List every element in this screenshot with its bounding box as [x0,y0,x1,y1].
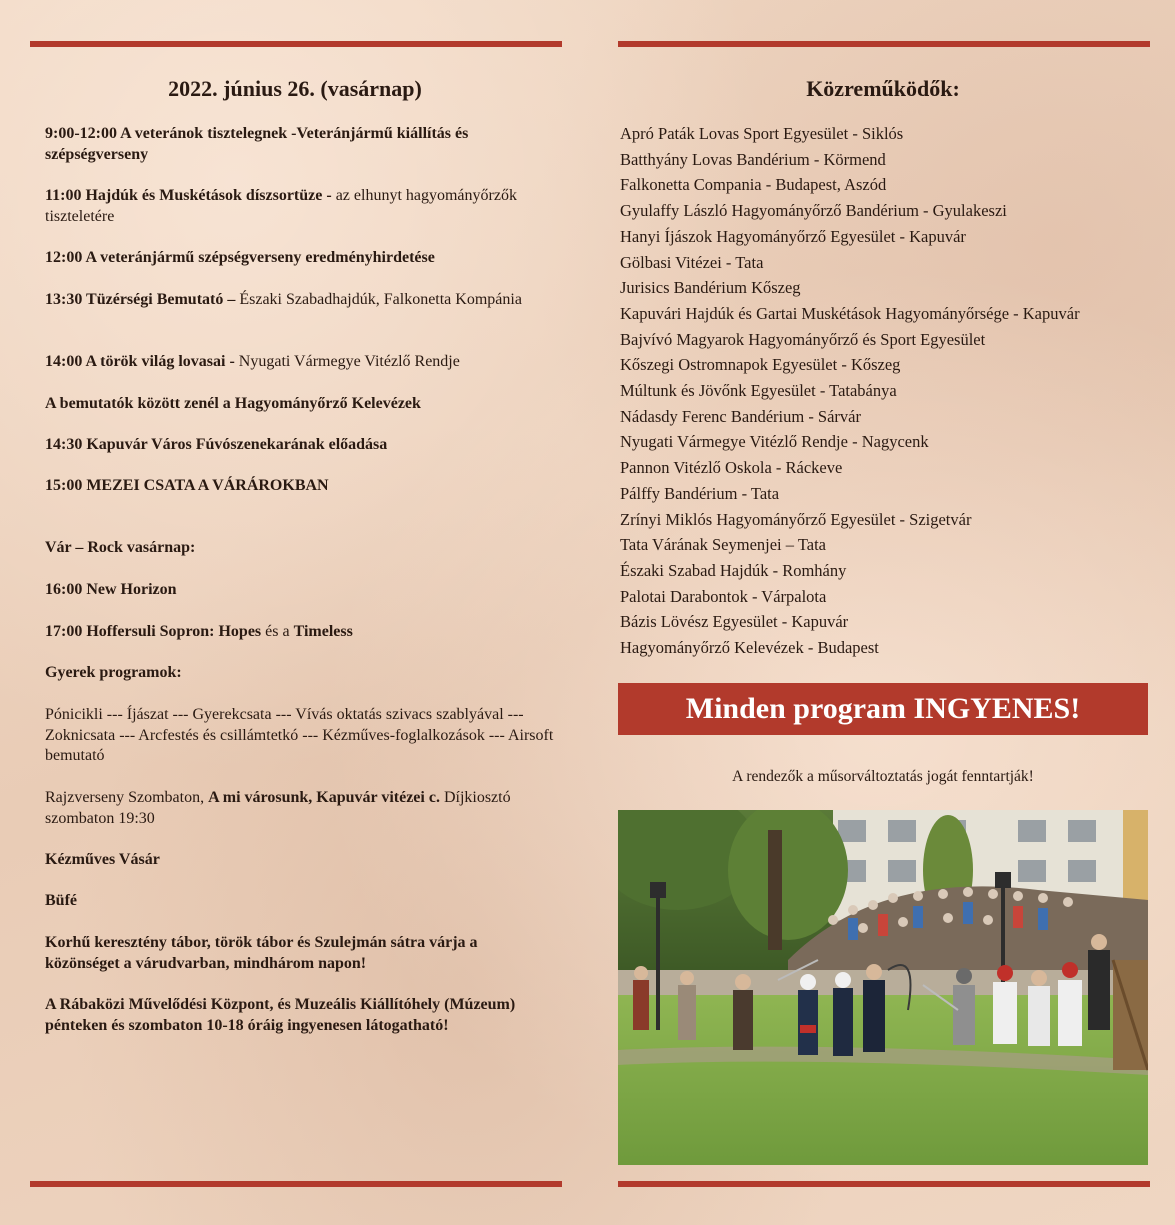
program-item: A Rábaközi Művelődési Központ, és Muzeális Kiállítóhely (Múzeum) pénteken és szombaton 10-18 óráig ingyenesen látogatható! [45,996,516,1034]
bottom-rule-left [30,1181,562,1187]
program-item: 16:00 New Horizon [45,581,177,598]
program-item: Kézműves Vásár [45,851,160,868]
participant-item: Zrínyi Miklós Hagyományőrző Egyesület - Szigetvár [620,510,972,529]
bottom-rule-right [618,1181,1150,1187]
top-rule-right [618,41,1150,47]
participant-item: Falkonetta Compania - Budapest, Aszód [620,175,887,194]
program-item: Vár – Rock vasárnap: [45,539,196,556]
participant-item: Gölbasi Vitézei - Tata [620,253,764,272]
reenactment-photo [618,810,1148,1165]
date-title: 2022. június 26. (vasárnap) [168,76,422,101]
participant-item: Jurisics Bandérium Kőszeg [620,278,801,297]
program-item: Büfé [45,892,77,909]
participant-item: Kőszegi Ostromnapok Egyesület - Kőszeg [620,355,901,374]
participant-item: Pálffy Bandérium - Tata [620,484,780,503]
program-item: Korhű keresztény tábor, török tábor és Szulejmán sátra várja a közönséget a várudvarban, mindhárom napon! [45,934,478,972]
participant-item: Nyugati Vármegye Vitézlő Rendje - Nagycenk [620,432,929,451]
participant-item: Kapuvári Hajdúk és Gartai Muskétások Hagyományőrsége - Kapuvár [620,304,1080,323]
participant-item: Batthyány Lovas Bandérium - Körmend [620,150,886,169]
participant-item: Múltunk és Jövőnk Egyesület - Tatabánya [620,381,897,400]
program-item: 14:30 Kapuvár Város Fúvószenekarának előadása [45,436,388,453]
participant-item: Palotai Darabontok - Várpalota [620,587,827,606]
participant-item: Bajvívó Magyarok Hagyományőrző és Sport Egyesület [620,330,986,349]
free-program-banner: Minden program INGYENES! [618,683,1148,735]
program-item: 13:30 Tüzérségi Bemutató – Északi Szabadhajdúk, Falkonetta Kompánia [45,291,522,308]
participant-item: Tata Várának Seymenjei – Tata [620,535,827,554]
program-item: Pónicikli --- Íjászat --- Gyerekcsata --- Vívás oktatás szivacs szablyával --- Zoknicsata --- Arcfestés és csillámtetkó --- Kézműves-foglalkozások --- Airsoft bemutató [45,706,554,764]
program-item: Gyerek programok: [45,664,182,681]
participant-item: Északi Szabad Hajdúk - Romhány [620,561,847,580]
program-item: 15:00 MEZEI CSATA A VÁRÁROKBAN [45,477,329,494]
program-item: 9:00-12:00 A veteránok tisztelegnek -Veteránjármű kiállítás és szépségverseny [45,125,469,163]
organizer-note: A rendezők a műsorváltoztatás jogát fenntartják! [732,768,1034,785]
participants-title: Közreműködők: [806,76,960,101]
participant-item: Pannon Vitézlő Oskola - Ráckeve [620,458,843,477]
top-rule-left [30,41,562,47]
participant-item: Bázis Lövész Egyesület - Kapuvár [620,612,849,631]
program-item: 17:00 Hoffersuli Sopron: Hopes és a Timeless [45,623,353,640]
program-item: Rajzverseny Szombaton, A mi városunk, Kapuvár vitézei c. Díjkiosztó szombaton 19:30 [45,789,511,827]
program-item: 12:00 A veteránjármű szépségverseny eredményhirdetése [45,249,435,266]
participant-item: Apró Paták Lovas Sport Egyesület - Siklós [620,124,904,143]
participant-item: Hanyi Íjászok Hagyományőrző Egyesület - Kapuvár [620,227,966,246]
participant-item: Hagyományőrző Kelevézek - Budapest [620,638,879,657]
program-item: A bemutatók között zenél a Hagyományőrző Kelevézek [45,395,421,412]
program-item: 14:00 A török világ lovasai - Nyugati Vármegye Vitézlő Rendje [45,353,460,370]
program-item: 11:00 Hajdúk és Muskétások díszsortüze - az elhunyt hagyományőrzők tiszteletére [45,187,517,225]
participant-item: Gyulaffy László Hagyományőrző Bandérium - Gyulakeszi [620,201,1007,220]
participant-item: Nádasdy Ferenc Bandérium - Sárvár [620,407,861,426]
